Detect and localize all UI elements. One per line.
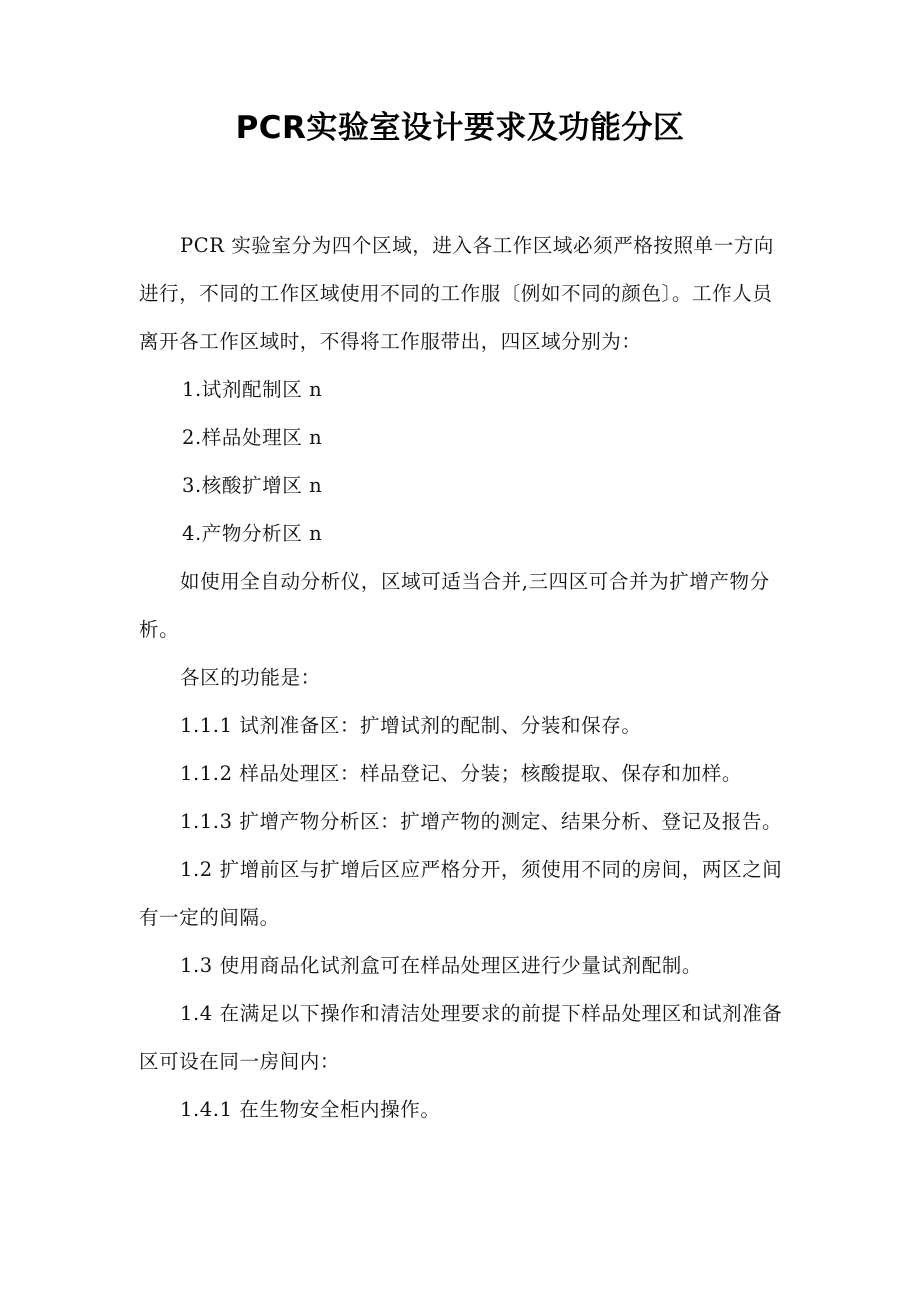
zone-list-item-3: 3.核酸扩增区 n (182, 474, 323, 497)
functions-heading: 各区的功能是： (180, 666, 321, 689)
clause-1-1-2: 1.1.2 样品处理区：样品登记、分装；核酸提取、保存和加样。 (180, 762, 742, 785)
zone-list-item-2: 2.样品处理区 n (182, 426, 323, 449)
zone-list-item-4: 4.产物分析区 n (182, 522, 323, 545)
clause-1-4: 1.4 在满足以下操作和清洁处理要求的前提下样品处理区和试剂准备区可设在同一房间内： (139, 1002, 783, 1073)
merge-note-paragraph: 如使用全自动分析仪，区域可适当合并,三四区可合并为扩增产物分析。 (139, 570, 770, 641)
document-title: PCR实验室设计要求及功能分区 (235, 109, 685, 146)
clause-1-1-3: 1.1.3 扩增产物分析区：扩增产物的测定、结果分析、登记及报告。 (180, 810, 783, 833)
intro-paragraph: PCR 实验室分为四个区域，进入各工作区域必须严格按照单一方向进行，不同的工作区域使用不同的工作服〔例如不同的颜色〕。工作人员离开各工作区域时，不得将工作服带出，四区域分别为： (139, 234, 775, 353)
clause-1-4-1: 1.4.1 在生物安全柜内操作。 (180, 1098, 441, 1121)
zone-list-item-1: 1.试剂配制区 n (182, 378, 323, 401)
clause-1-2: 1.2 扩增前区与扩增后区应严格分开，须使用不同的房间，两区之间有一定的间隔。 (139, 858, 783, 929)
document-body (139, 222, 789, 1134)
clause-1-1-1: 1.1.1 试剂准备区：扩增试剂的配制、分装和保存。 (180, 714, 642, 737)
clause-1-3: 1.3 使用商品化试剂盒可在样品处理区进行少量试剂配制。 (180, 954, 703, 977)
